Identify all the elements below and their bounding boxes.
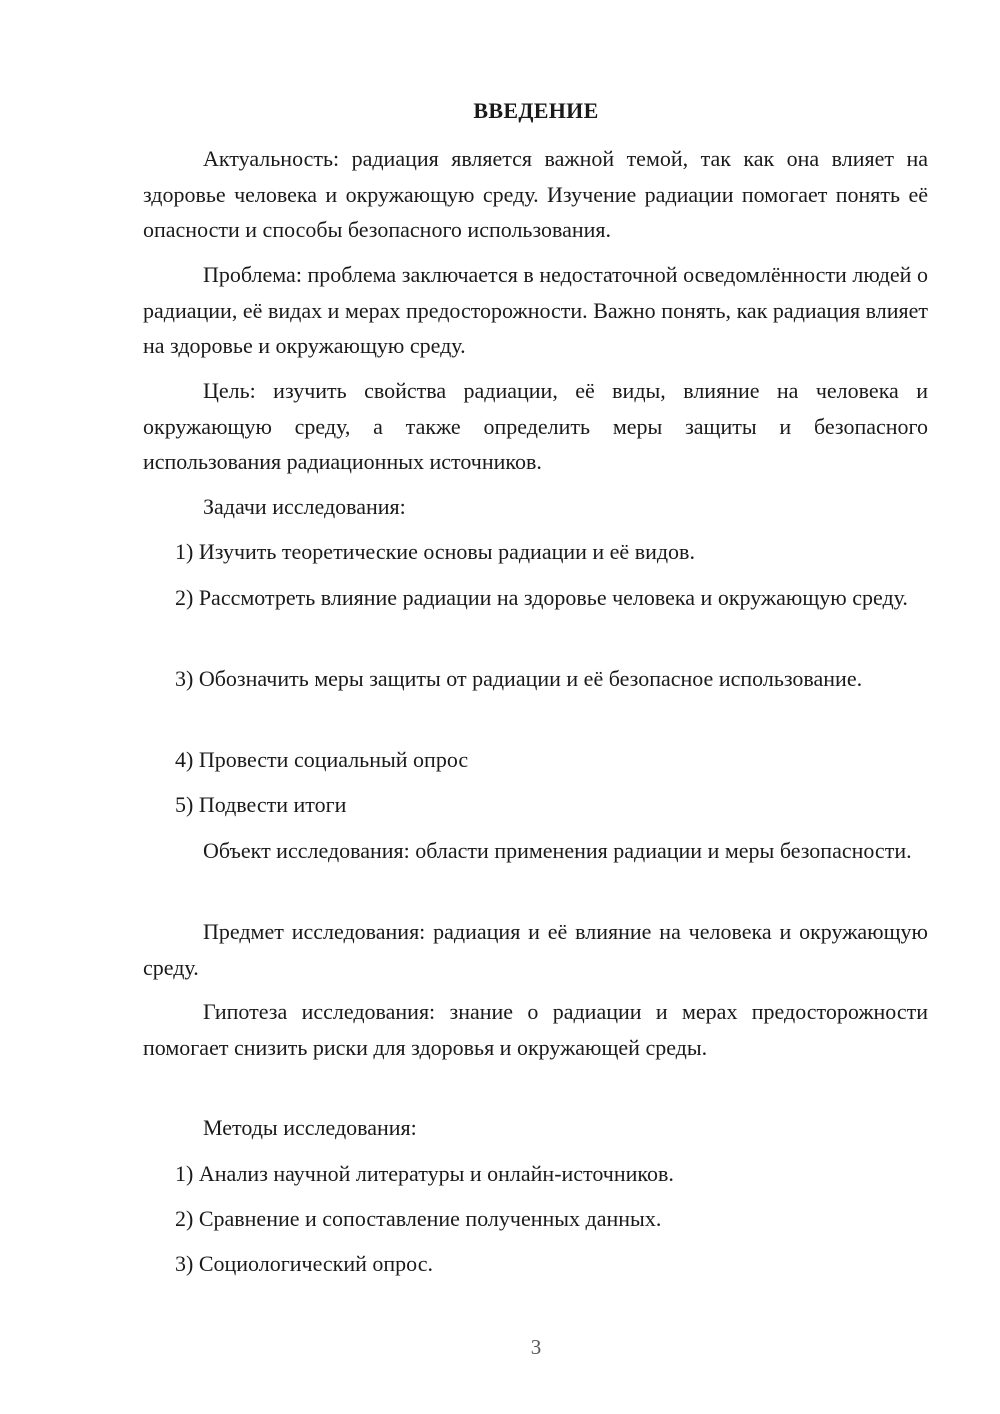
task-item-2: 2) Рассмотреть влияние радиации на здоровье человека и окружающую среду.: [175, 585, 908, 610]
goal-paragraph: Цель: изучить свойства радиации, её виды, влияние на человека и окружающую среду, а также определить меры защиты и безопасного использования радиационных источников.: [143, 378, 928, 474]
task-item-5: 5) Подвести итоги: [175, 792, 347, 817]
task-item-3: 3) Обозначить меры защиты от радиации и её безопасное использование.: [175, 666, 863, 691]
page-title: ВВЕДЕНИЕ: [473, 98, 599, 123]
methods-heading: Методы исследования:: [203, 1115, 417, 1140]
subject-paragraph: Предмет исследования: радиация и её влияние на человека и окружающую среду.: [143, 919, 928, 980]
method-item-3: 3) Социологический опрос.: [175, 1251, 433, 1276]
page-number: 3: [530, 1335, 542, 1359]
tasks-heading: Задачи исследования:: [203, 494, 406, 519]
method-item-2: 2) Сравнение и сопоставление полученных данных.: [175, 1206, 662, 1231]
hypothesis-paragraph: Гипотеза исследования: знание о радиации и мерах предосторожности помогает снизить риски для здоровья и окружающей среды.: [143, 999, 928, 1060]
task-item-1: 1) Изучить теоретические основы радиации и её видов.: [175, 539, 695, 564]
method-item-1: 1) Анализ научной литературы и онлайн-источников.: [175, 1161, 674, 1186]
object-paragraph: Объект исследования: области применения радиации и меры безопасности.: [203, 838, 912, 863]
relevance-paragraph: Актуальность: радиация является важной темой, так как она влияет на здоровье человека и окружающую среду. Изучение радиации помогает понять её опасности и способы безопасного использования.: [143, 146, 928, 242]
problem-paragraph: Проблема: проблема заключается в недостаточной осведомлённости людей о радиации, её видах и мерах предосторожности. Важно понять, как радиация влияет на здоровье и окружающую среду.: [143, 262, 928, 358]
task-item-4: 4) Провести социальный опрос: [175, 747, 469, 772]
